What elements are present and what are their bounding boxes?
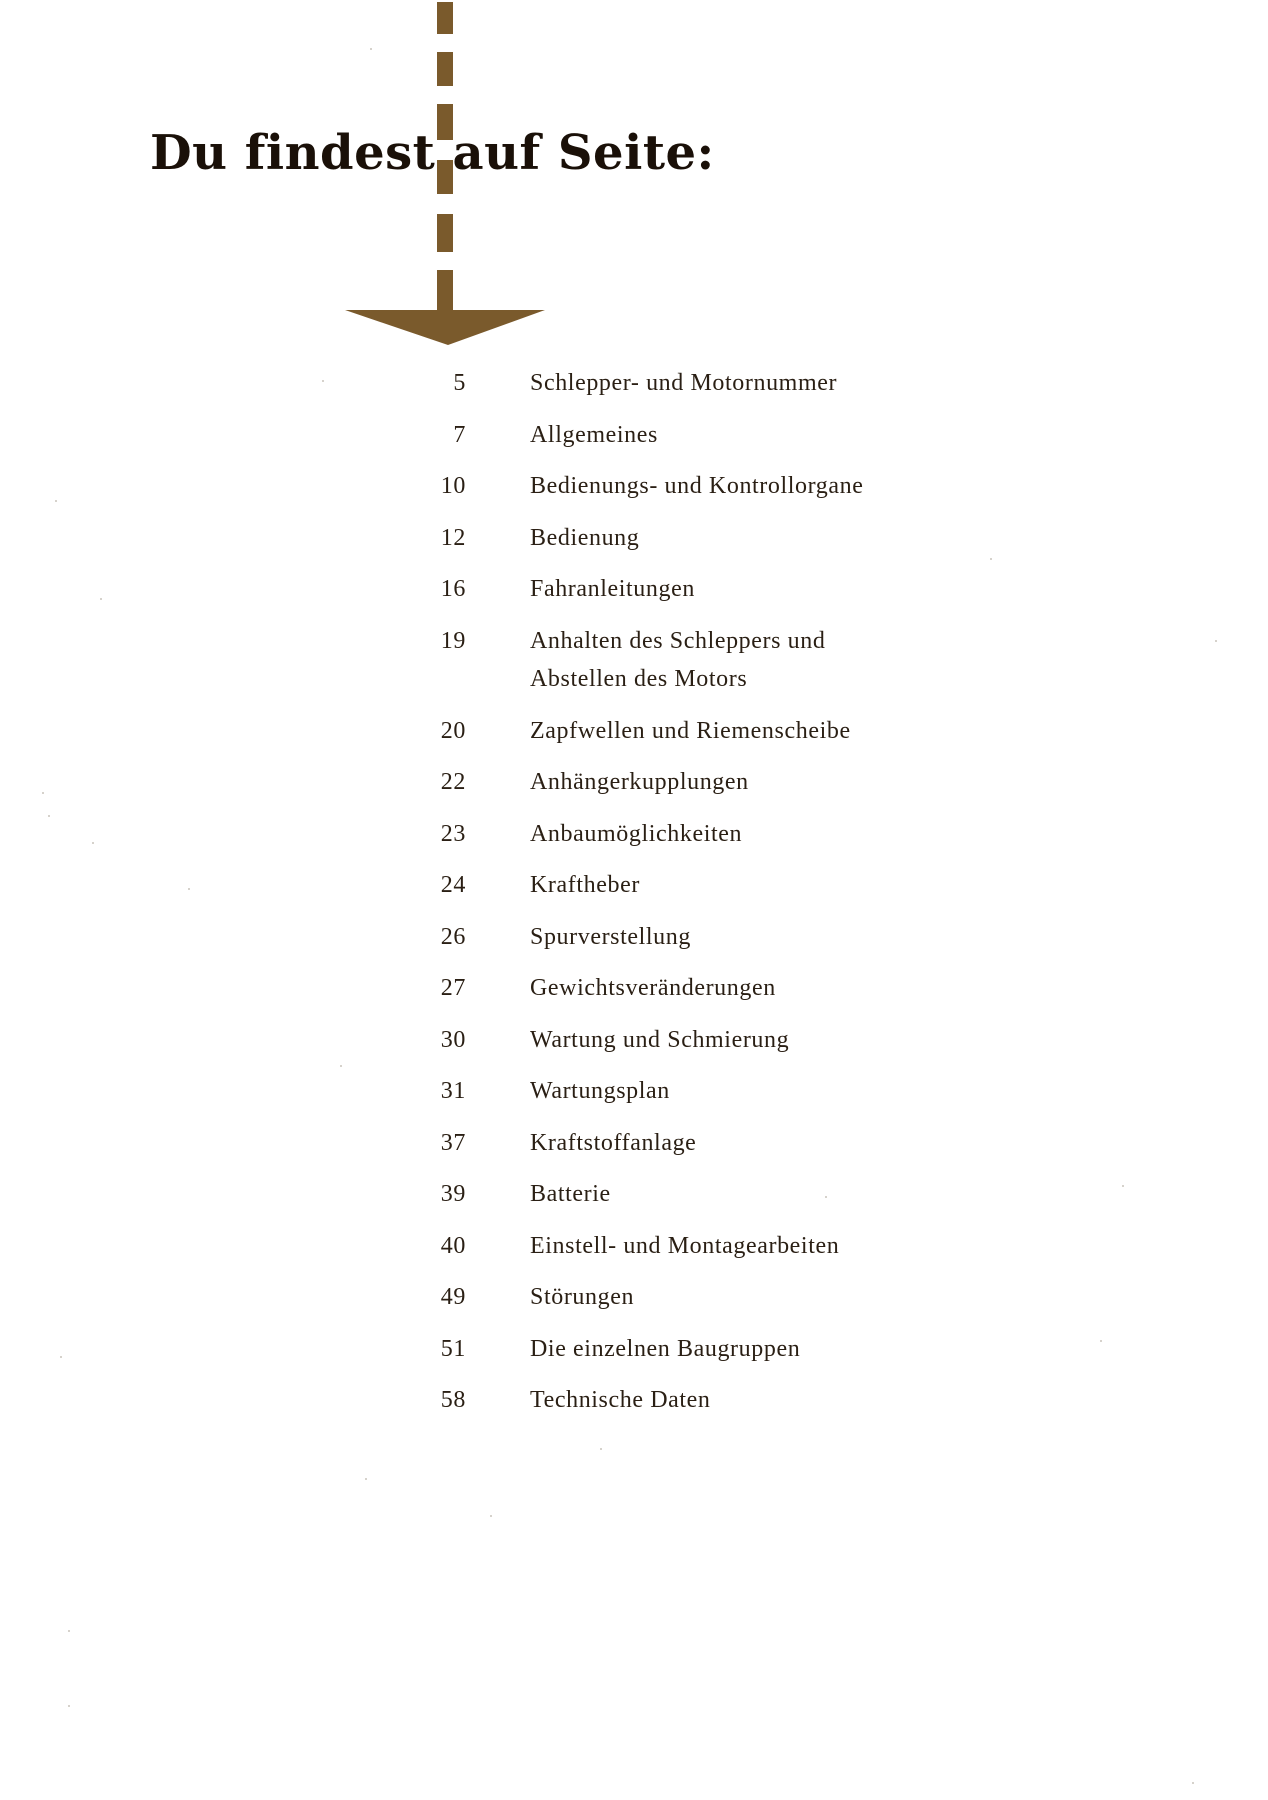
toc-entry-title: Bedienungs- und Kontrollorgane xyxy=(530,473,864,499)
toc-entry xyxy=(420,370,940,422)
paper-speck xyxy=(48,815,50,817)
toc-entry xyxy=(420,872,940,924)
page-title: Du findest auf Seite: xyxy=(150,125,715,181)
toc-entry-title: Fahranleitungen xyxy=(530,576,695,602)
toc-entry xyxy=(420,422,940,474)
toc-entry-title: Wartung und Schmierung xyxy=(530,1026,790,1053)
toc-entry-title: Technische Daten xyxy=(530,1387,711,1413)
table-of-contents xyxy=(420,370,940,1439)
toc-entry xyxy=(420,576,940,628)
paper-speck xyxy=(340,1065,342,1067)
toc-page-number: 22 xyxy=(440,769,466,795)
toc-page-number: 24 xyxy=(440,872,466,898)
paper-speck xyxy=(825,1196,827,1198)
toc-entry-title: Allgemeines xyxy=(530,421,658,448)
toc-page-number: 5 xyxy=(453,370,466,396)
toc-page-number: 49 xyxy=(440,1284,466,1310)
paper-speck xyxy=(1215,640,1217,642)
toc-entry-title: Wartungsplan xyxy=(530,1078,670,1104)
toc-page-number: 37 xyxy=(440,1129,466,1156)
toc-page-number: 16 xyxy=(440,576,466,602)
toc-entry xyxy=(420,628,940,718)
toc-entry xyxy=(420,1336,940,1388)
toc-entry xyxy=(420,769,940,821)
paper-speck xyxy=(188,888,190,890)
toc-entry-title: Kraftstoffanlage xyxy=(530,1129,697,1156)
toc-entry xyxy=(420,718,940,770)
paper-speck xyxy=(322,380,324,382)
toc-entry xyxy=(420,924,940,976)
toc-entry xyxy=(420,1078,940,1130)
toc-entry-title: Gewichtsveränderungen xyxy=(530,975,776,1001)
toc-entry-title: Störungen xyxy=(530,1284,635,1310)
paper-speck xyxy=(990,558,992,560)
toc-page-number: 10 xyxy=(440,473,466,499)
paper-speck xyxy=(365,1478,367,1480)
toc-page-number: 12 xyxy=(440,524,466,551)
toc-entry-title: Anhängerkupplungen xyxy=(530,769,749,795)
toc-entry xyxy=(420,1027,940,1079)
paper-speck xyxy=(600,1448,602,1450)
paper-speck xyxy=(42,792,44,794)
toc-entry-title: Bedienung xyxy=(530,524,640,551)
toc-page-number: 27 xyxy=(440,975,466,1001)
toc-entry xyxy=(420,1387,940,1439)
paper-speck xyxy=(100,598,102,600)
toc-page-number: 39 xyxy=(440,1181,466,1207)
toc-entry xyxy=(420,821,940,873)
toc-entry-title: Kraftheber xyxy=(530,872,640,898)
paper-speck xyxy=(55,500,57,502)
toc-entry-title: Anbaumöglichkeiten xyxy=(530,820,743,847)
toc-page-number: 26 xyxy=(440,923,466,950)
toc-entry xyxy=(420,525,940,577)
toc-entry xyxy=(420,1233,940,1285)
paper-speck xyxy=(60,1356,62,1358)
toc-entry xyxy=(420,1284,940,1336)
toc-entry-title: Schlepper- und Motornummer xyxy=(530,370,838,396)
toc-entry-title: Zapfwellen und Riemenscheibe xyxy=(530,717,851,744)
toc-entry xyxy=(420,1181,940,1233)
paper-speck xyxy=(1100,1340,1102,1342)
toc-page-number: 58 xyxy=(440,1387,466,1413)
paper-speck xyxy=(68,1705,70,1707)
toc-page-number: 31 xyxy=(440,1078,466,1104)
toc-entry-title: Spurverstellung xyxy=(530,923,691,950)
paper-speck xyxy=(490,1515,492,1517)
paper-speck xyxy=(1122,1185,1124,1187)
toc-entry xyxy=(420,473,940,525)
toc-entry-title: Einstell- und Montagearbeiten xyxy=(530,1232,840,1259)
toc-page-number: 23 xyxy=(440,820,466,847)
paper-speck xyxy=(68,1630,70,1632)
toc-page-number: 19 xyxy=(440,627,466,654)
paper-speck xyxy=(1192,1782,1194,1784)
toc-entry xyxy=(420,1130,940,1182)
toc-page-number: 7 xyxy=(453,421,466,448)
paper-speck xyxy=(92,842,94,844)
toc-entry-title: Batterie xyxy=(530,1181,611,1207)
toc-entry-title: Die einzelnen Baugruppen xyxy=(530,1335,801,1362)
toc-page-number: 51 xyxy=(440,1335,466,1362)
toc-page-number: 40 xyxy=(440,1232,466,1259)
toc-entry xyxy=(420,975,940,1027)
paper-speck xyxy=(370,48,372,50)
toc-entry-title: Anhalten des Schleppers und Abstellen des Motors xyxy=(530,627,826,692)
toc-page-number: 30 xyxy=(440,1026,466,1053)
toc-page-number: 20 xyxy=(440,717,466,744)
